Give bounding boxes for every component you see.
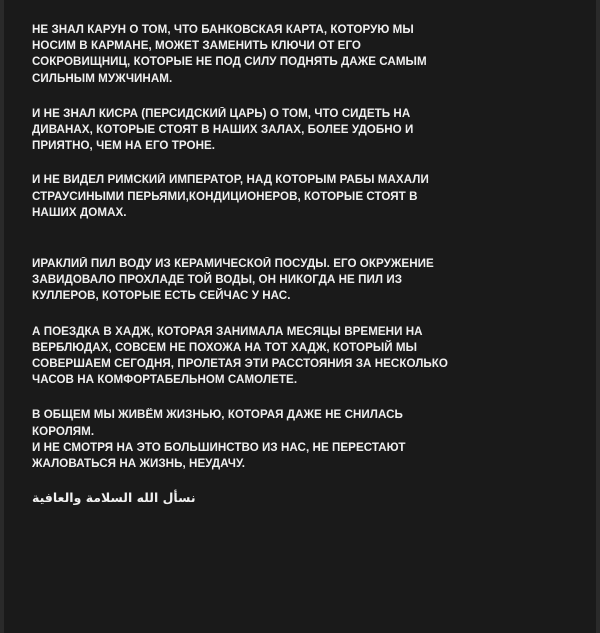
- paragraph-roman-emperor: И НЕ ВИДЕЛ РИМСКИЙ ИМПЕРАТОР, НАД КОТОРЫМ РАБЫ МАХАЛИ СТРАУСИНЫМИ ПЕРЬЯМИ,КОНДИЦИОНЕРОВ, КОТОРЫЕ СТОЯТ В НАШИХ ДОМАХ.: [32, 173, 429, 219]
- closing-dua-arabic: نسأل الله السلامة والعافية: [32, 490, 196, 506]
- paragraph-karun: НЕ ЗНАЛ КАРУН О ТОМ, ЧТО БАНКОВСКАЯ КАРТА, КОТОРУЮ МЫ НОСИМ В КАРМАНЕ, МОЖЕТ ЗАМЕНИТЬ КЛЮЧИ ОТ ЕГО СОКРОВИЩНИЦ, КОТОРЫЕ НЕ ПОД СИЛУ ПОДНЯТЬ ДАЖЕ САМЫМ СИЛЬНЫМ МУЖЧИНАМ.: [32, 23, 427, 85]
- post-text-block: [32, 22, 580, 506]
- paragraph-kisra: И НЕ ЗНАЛ КИСРА (ПЕРСИДСКИЙ ЦАРЬ) О ТОМ, ЧТО СИДЕТЬ НА ДИВАНАХ, КОТОРЫЕ СТОЯТ В НАШИХ ЗАЛАХ, БОЛЕЕ УДОБНО И ПРИЯТНО, ЧЕМ НА ЕГО ТРОНЕ.: [32, 106, 414, 153]
- paragraph-hajj: А ПОЕЗДКА В ХАДЖ, КОТОРАЯ ЗАНИМАЛА МЕСЯЦЫ ВРЕМЕНИ НА ВЕРБЛЮДАХ, СОВСЕМ НЕ ПОХОЖА НА ТОТ ХАДЖ, КОТОРЫЙ МЫ СОВЕРШАЕМ СЕГОДНЯ, ПРОЛЕТАЯ ЭТИ РАССТОЯНИЯ ЗА НЕСКОЛЬКО ЧАСОВ НА КОМФОРТАБЕЛЬНОМ САМОЛЕТЕ.: [32, 324, 449, 387]
- paragraph-conclusion: В ОБЩЕМ МЫ ЖИВЁМ ЖИЗНЬЮ, КОТОРАЯ ДАЖЕ НЕ СНИЛАСЬ КОРОЛЯМ. И НЕ СМОТРЯ НА ЭТО БОЛЬШИНСТВО ИЗ НАС, НЕ ПЕРЕСТАЮТ ЖАЛОВАТЬСЯ НА ЖИЗНЬ, НЕУДАЧУ.: [32, 408, 406, 471]
- paragraph-heraclius: ИРАКЛИЙ ПИЛ ВОДУ ИЗ КЕРАМИЧЕСКОЙ ПОСУДЫ. ЕГО ОКРУЖЕНИЕ ЗАВИДОВАЛО ПРОХЛАДЕ ТОЙ ВОДЫ, ОН НИКОГДА НЕ ПИЛ ИЗ КУЛЛЕРОВ, КОТОРЫЕ ЕСТЬ СЕЙЧАС У НАС.: [32, 257, 434, 303]
